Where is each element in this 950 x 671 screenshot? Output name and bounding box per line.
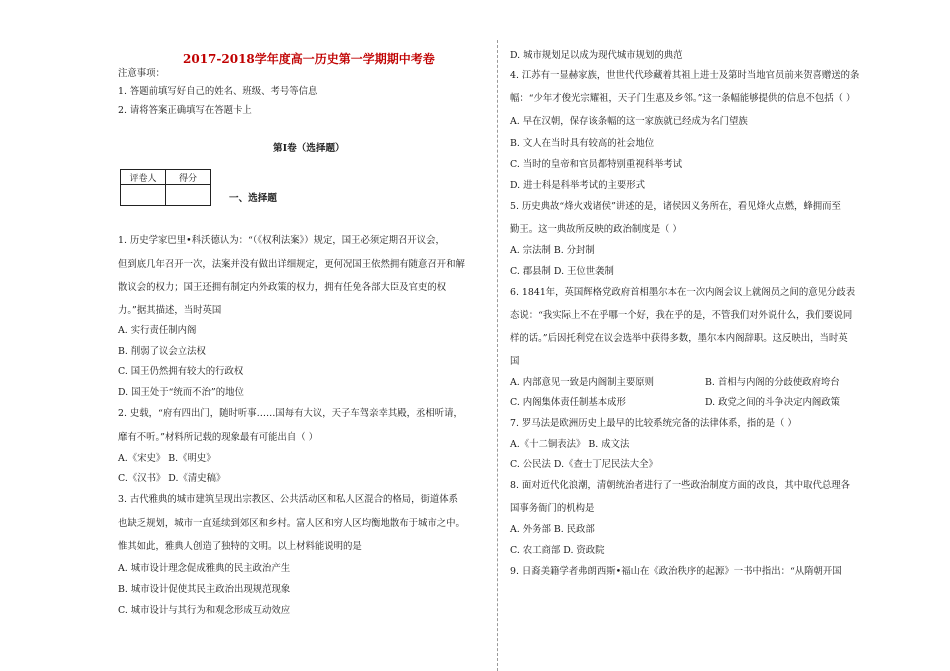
question-line: 靡有不听。”材料所记载的现象最有可能出自（ ） <box>118 432 318 443</box>
question-line: 惟其如此，雅典人创造了独特的文明。以上材料能说明的是 <box>118 541 362 552</box>
question-line: 4. 江苏有一显赫家族，世世代代珍藏着其祖上进士及第时当地官员前来贺喜赠送的条 <box>510 70 860 81</box>
option-line: C. 公民法 D.《查士丁尼民法大全》 <box>510 459 658 470</box>
question-line: 样的话。”后因托利党在议会选举中获得多数，墨尔本内阁辞职。这反映出，当时英 <box>510 333 848 344</box>
question-line: 幅：“少年才俊光宗耀祖，天子门生惠及乡邻。”这一条幅能够提供的信息不包括（ ） <box>510 93 856 104</box>
question-line: 1. 历史学家巴里•科沃德认为：“（《权利法案》）规定，国王必须定期召开议会， <box>118 235 445 246</box>
question-line: 6. 1841年，英国辉格党政府首相墨尔本在一次内阁会议上就阁员之间的意见分歧表 <box>510 287 856 298</box>
option-line: D. 政党之间的斗争决定内阁政策 <box>705 397 841 408</box>
option-line: A. 早在汉朝，保存该条幅的这一家族就已经成为名门望族 <box>510 116 748 127</box>
question-line: 态说：“我实际上不在乎哪一个好，我在乎的是，不管我们对外说什么，我们要说同 <box>510 310 853 321</box>
option-line: C. 农工商部 D. 资政院 <box>510 545 605 556</box>
option-line: D. 城市规划足以成为现代城市规划的典范 <box>510 50 683 61</box>
score-table-cell <box>121 185 166 206</box>
column-divider <box>497 40 498 671</box>
option-line: A.《十二铜表法》 B. 成文法 <box>510 439 630 450</box>
option-line: B. 削弱了议会立法权 <box>118 346 206 357</box>
option-line: C.《汉书》 D.《清史稿》 <box>118 473 226 484</box>
question-line: 但到底几年召开一次，法案并没有做出详细规定，更何况国王依然拥有随意召开和解 <box>118 259 465 270</box>
question-line: 2. 史载，“府有四出门，随时听事……国每有大议，天子车驾亲幸其殿，丞相听请， <box>118 408 463 419</box>
question-line: 9. 日裔美籍学者弗朗西斯•福山在《政治秩序的起源》一书中指出：“从隋朝开国 <box>510 566 842 577</box>
question-line: 力。”据其描述，当时英国 <box>118 305 222 316</box>
option-line: A. 外务部 B. 民政部 <box>510 524 595 535</box>
option-line: C. 内阁集体责任制基本成形 <box>510 397 626 408</box>
section-title: 第I卷（选择题） <box>273 143 345 154</box>
question-line: 3. 古代雅典的城市建筑呈现出宗教区、公共活动区和私人区混合的格局，街道体系 <box>118 494 459 505</box>
question-line: 散议会的权力；国王还拥有制定内外政策的权力，拥有任免各部大臣及官吏的权 <box>118 282 447 293</box>
notice-heading: 注意事项： <box>118 68 165 79</box>
score-table-header-score: 得分 <box>166 170 211 185</box>
option-line: A. 宗法制 B. 分封制 <box>510 245 595 256</box>
option-line: D. 国王处于“统而不治”的地位 <box>118 387 244 398</box>
option-line: C. 国王仍然拥有较大的行政权 <box>118 366 244 377</box>
question-line: 也缺乏规划，城市一直延续到郊区和乡村。富人区和穷人区均衡地散布于城市之中。 <box>118 518 465 529</box>
score-table-cell <box>166 185 211 206</box>
option-line: B. 文人在当时具有较高的社会地位 <box>510 138 655 149</box>
question-line: 勤王。这一典故所反映的政治制度是（ ） <box>510 224 682 235</box>
option-line: A. 城市设计理念促成雅典的民主政治产生 <box>118 563 291 574</box>
notice-item: 1. 答题前填写好自己的姓名、班级、考号等信息 <box>118 86 318 97</box>
option-line: A. 实行责任制内阁 <box>118 325 197 336</box>
exam-title: 2017-2018学年度高一历史第一学期期中考卷 <box>183 52 435 66</box>
option-line: B. 城市设计促使其民主政治出现规范现象 <box>118 584 291 595</box>
option-line: B. 首相与内阁的分歧使政府垮台 <box>705 377 840 388</box>
option-line: D. 进士科是科举考试的主要形式 <box>510 180 646 191</box>
option-line: C. 郡县制 D. 王位世袭制 <box>510 266 614 277</box>
option-line: A. 内部意见一致是内阁制主要原则 <box>510 377 654 388</box>
question-line: 7. 罗马法是欧洲历史上最早的比较系统完备的法律体系，指的是（ ） <box>510 418 797 429</box>
score-table-header-grader: 评卷人 <box>121 170 166 185</box>
part-label: 一、选择题 <box>229 193 277 204</box>
option-line: C. 当时的皇帝和官员都特别重视科举考试 <box>510 159 683 170</box>
question-line: 国事务衙门的机构是 <box>510 503 595 514</box>
question-line: 8. 面对近代化浪潮，清朝统治者进行了一些政治制度方面的改良，其中取代总理各 <box>510 480 851 491</box>
question-line: 5. 历史典故“烽火戏诸侯”讲述的是，诸侯因义务所在，看见烽火点燃，蜂拥而至 <box>510 201 841 212</box>
option-line: A.《宋史》 B.《明史》 <box>118 453 216 464</box>
notice-item: 2. 请将答案正确填写在答题卡上 <box>118 105 252 116</box>
score-table <box>120 169 211 206</box>
question-line: 国 <box>510 356 520 367</box>
option-line: C. 城市设计与其行为和观念形成互动效应 <box>118 605 291 616</box>
